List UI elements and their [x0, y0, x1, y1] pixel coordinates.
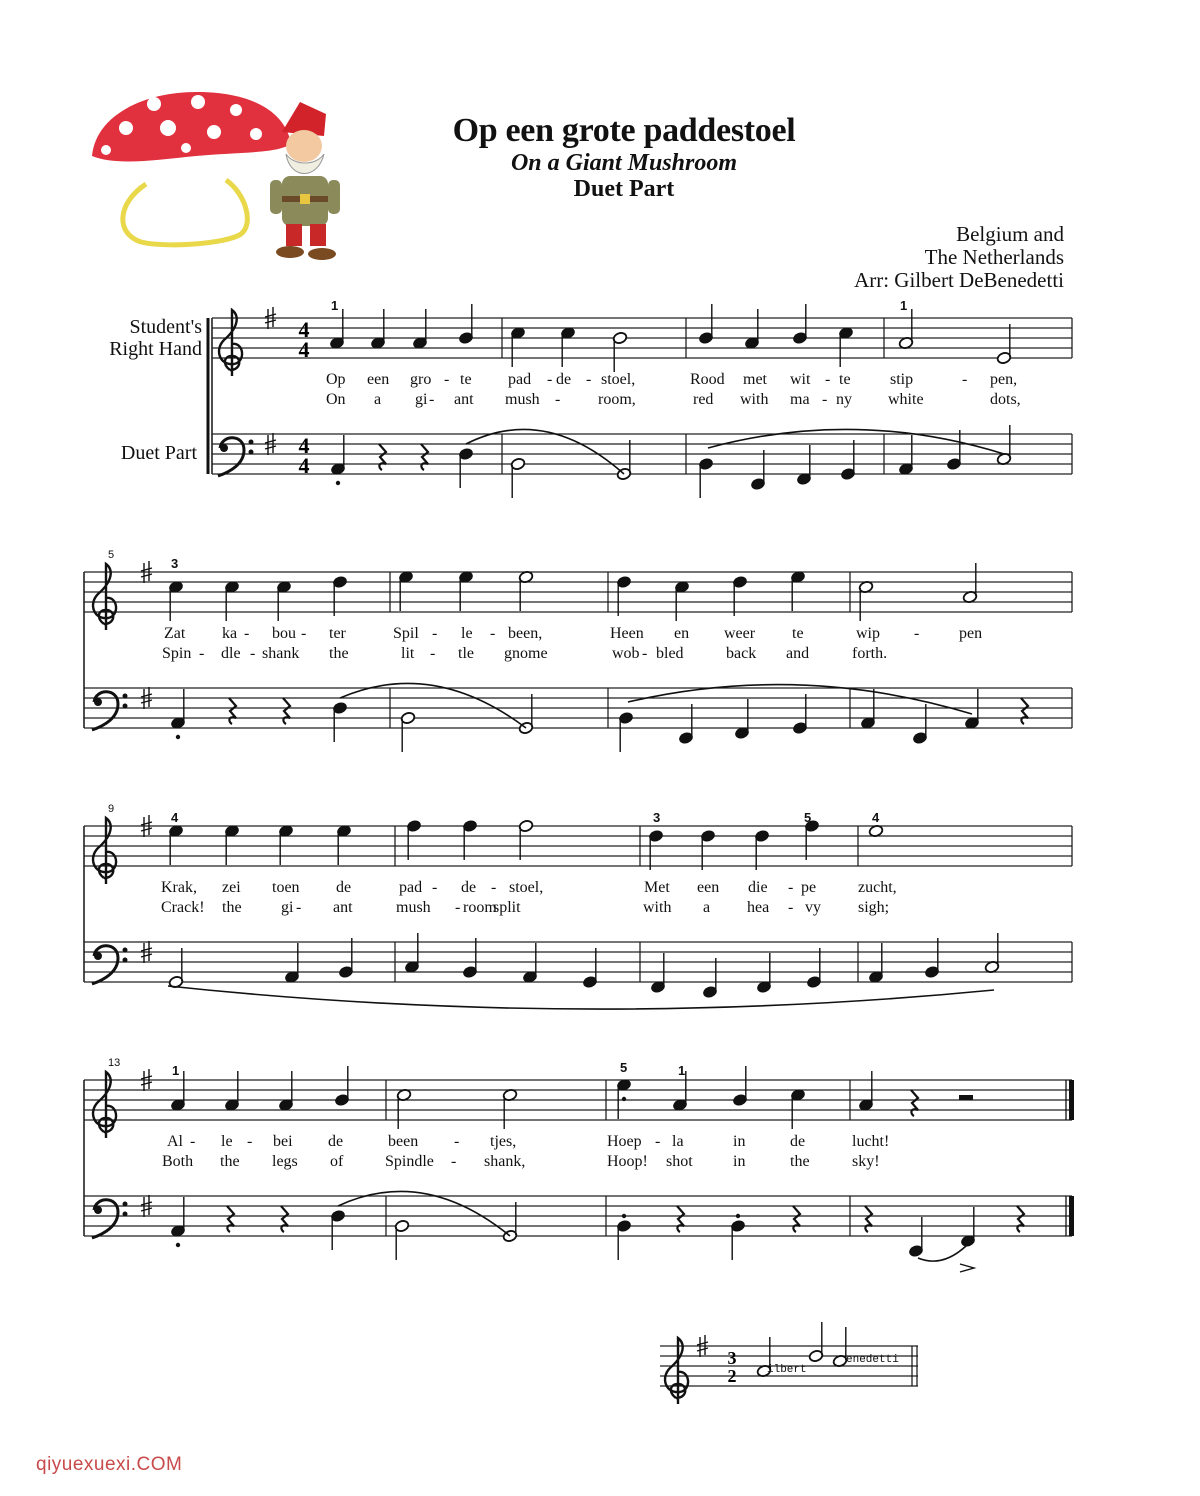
lyric-syllable: vy: [805, 899, 821, 916]
signature-time-top: 3: [727, 1348, 737, 1368]
lyric-syllable: the: [790, 1153, 810, 1170]
lyric-syllable: te: [792, 625, 804, 642]
lyric-syllable: been: [388, 1133, 419, 1150]
lyric-syllable: ka: [222, 625, 238, 642]
staccato-dot: [622, 1097, 626, 1101]
signature-word-2: enedetti: [846, 1354, 899, 1366]
fingering: 5: [620, 1060, 628, 1075]
lyric-syllable: in: [733, 1153, 746, 1170]
lyric-syllable: -: [429, 391, 435, 408]
lyric-syllable: -: [586, 371, 592, 388]
treble-clef: [219, 310, 242, 376]
lyric-syllable: in: [733, 1133, 746, 1150]
lyric-syllable: the: [329, 645, 349, 662]
lyric-syllable: wit: [790, 371, 811, 388]
lyric-syllable: Krak,: [161, 879, 197, 896]
lyric-syllable: toen: [272, 879, 300, 896]
lyric-syllable: Op: [326, 371, 346, 388]
lyric-syllable: shank: [262, 645, 300, 662]
lyric-syllable: bei: [273, 1133, 293, 1150]
slur: [628, 685, 972, 714]
lyric-syllable: Met: [644, 879, 670, 896]
half-rest: [959, 1095, 973, 1100]
lyric-syllable: forth.: [852, 645, 888, 662]
lyric-syllable: ma: [790, 391, 810, 408]
lyric-syllable: een: [697, 879, 720, 896]
lyric-syllable: Crack!: [161, 899, 205, 916]
lyric-syllable: with: [740, 391, 769, 408]
time-signature-top: 4: [298, 317, 310, 342]
slur: [338, 1191, 510, 1236]
lyric-syllable: with: [643, 899, 672, 916]
lyric-syllable: de: [790, 1133, 806, 1150]
lyric-syllable: Heen: [610, 625, 644, 642]
lyric-syllable: pen,: [990, 371, 1018, 388]
staccato-dot: [176, 1243, 180, 1247]
lyric-syllable: Hoop!: [607, 1153, 648, 1170]
song-title: Op een grote paddestoel: [452, 112, 796, 149]
bass-clef-dot: [123, 948, 128, 953]
quarter-rest: [283, 698, 290, 724]
fingering: 3: [171, 556, 179, 571]
bass-clef-dot: [123, 694, 128, 699]
quarter-rest: [911, 1090, 918, 1116]
staccato-dot: [336, 481, 340, 485]
lyric-syllable: wip: [856, 625, 880, 642]
bass-clef-dot: [94, 698, 102, 706]
lyric-syllable: -: [491, 879, 497, 896]
treble-clef: [665, 1338, 688, 1404]
lyric-syllable: shank,: [484, 1153, 526, 1170]
quarter-rest: [421, 444, 428, 470]
quarter-rest: [227, 1206, 234, 1232]
lyric-syllable: -: [432, 879, 438, 896]
lyric-syllable: hea: [747, 899, 770, 916]
lyric-syllable: -: [490, 625, 496, 642]
lyric-syllable: -: [555, 391, 561, 408]
quarter-rest: [677, 1206, 684, 1232]
lyric-syllable: room,: [598, 391, 636, 408]
lyric-syllable: -: [642, 645, 648, 662]
lyric-syllable: -: [244, 625, 250, 642]
fingering: 1: [678, 1063, 686, 1078]
lyric-syllable: -: [296, 899, 302, 916]
quarter-rest: [229, 698, 236, 724]
lyric-syllable: Al: [167, 1133, 183, 1150]
accent-mark: [960, 1264, 974, 1272]
treble-clef: [93, 1072, 116, 1138]
bass-clef-dot: [249, 450, 254, 455]
lyric-syllable: dle: [221, 645, 241, 662]
staff-label-student-line1: Student's: [129, 316, 202, 338]
lyric-syllable: ant: [333, 899, 353, 916]
measure-number: 9: [108, 803, 115, 815]
lyric-syllable: -: [455, 899, 461, 916]
signature-time-bottom: 2: [727, 1366, 737, 1386]
lyric-syllable: split: [493, 899, 521, 916]
lyric-syllable: -: [962, 371, 968, 388]
lyric-syllable: -: [788, 899, 794, 916]
lyric-syllable: pad: [508, 371, 532, 388]
lyric-syllable: -: [451, 1153, 457, 1170]
measure-number: 13: [108, 1057, 121, 1069]
fingering: 1: [331, 298, 339, 313]
lyric-syllable: -: [454, 1133, 460, 1150]
lyric-syllable: stoel,: [509, 879, 544, 896]
lyric-syllable: sigh;: [858, 899, 890, 916]
lyric-syllable: de: [461, 879, 477, 896]
arranger-credit: Arr: Gilbert DeBenedetti: [854, 268, 1064, 292]
lyric-syllable: -: [914, 625, 920, 642]
lyric-syllable: lucht!: [852, 1133, 890, 1150]
fingering: 1: [172, 1063, 180, 1078]
lyric-syllable: the: [220, 1153, 240, 1170]
staccato-dot: [622, 1214, 626, 1218]
lyric-syllable: mush: [396, 899, 431, 916]
staccato-dot: [176, 735, 180, 739]
lyric-syllable: -: [825, 371, 831, 388]
lyric-syllable: sky!: [852, 1153, 880, 1170]
lyric-syllable: te: [839, 371, 851, 388]
lyric-syllable: en: [674, 625, 690, 642]
lyric-syllable: die: [748, 879, 768, 896]
lyric-syllable: a: [374, 391, 382, 408]
measure-number: 5: [108, 549, 115, 561]
time-signature-bottom: 4: [298, 453, 310, 478]
lyric-syllable: stip: [890, 371, 914, 388]
slur: [168, 986, 994, 1009]
lyric-syllable: gnome: [504, 645, 548, 662]
lyric-syllable: legs: [272, 1153, 298, 1170]
lyric-syllable: ant: [454, 391, 474, 408]
lyric-syllable: -: [199, 645, 205, 662]
lyric-syllable: -: [190, 1133, 196, 1150]
treble-clef: [93, 564, 116, 630]
fingering: 1: [900, 298, 908, 313]
bass-clef-dot: [123, 1202, 128, 1207]
lyric-syllable: tjes,: [490, 1133, 517, 1150]
lyric-syllable: On: [326, 391, 346, 408]
lyric-syllable: ter: [329, 625, 346, 642]
part-name: Duet Part: [573, 176, 675, 202]
quarter-rest: [379, 444, 386, 470]
signature-word-1: ilbert: [767, 1364, 807, 1376]
quarter-rest: [865, 1206, 872, 1232]
quarter-rest: [793, 1206, 800, 1232]
lyric-syllable: been,: [508, 625, 543, 642]
lyric-syllable: -: [788, 879, 794, 896]
origin-line-2: The Netherlands: [924, 245, 1064, 269]
lyric-syllable: Both: [162, 1153, 194, 1170]
lyric-syllable: de: [556, 371, 572, 388]
lyric-syllable: bled: [656, 645, 684, 662]
lyric-syllable: la: [672, 1133, 684, 1150]
quarter-rest: [281, 1206, 288, 1232]
lyric-syllable: shot: [666, 1153, 693, 1170]
lyric-syllable: pe: [801, 879, 817, 896]
lyric-syllable: -: [822, 391, 828, 408]
final-barline-thick: [1069, 1080, 1074, 1120]
lyric-syllable: the: [222, 899, 242, 916]
bass-clef-dot: [249, 440, 254, 445]
time-signature-bottom: 4: [298, 337, 310, 362]
lyric-syllable: white: [888, 391, 924, 408]
lyric-syllable: met: [743, 371, 767, 388]
lyric-syllable: of: [330, 1153, 344, 1170]
lyric-syllable: -: [655, 1133, 661, 1150]
lyric-syllable: Hoep: [607, 1133, 642, 1150]
bass-clef-dot: [123, 1212, 128, 1217]
lyric-syllable: -: [432, 625, 438, 642]
lyric-syllable: -: [547, 371, 553, 388]
bass-clef-dot: [94, 1206, 102, 1214]
slur: [340, 683, 526, 728]
lyric-syllable: Spin: [162, 645, 192, 662]
lyric-syllable: and: [786, 645, 810, 662]
lyric-syllable: weer: [724, 625, 756, 642]
bass-clef-dot: [94, 952, 102, 960]
lyric-syllable: -: [250, 645, 256, 662]
lyric-syllable: de: [336, 879, 352, 896]
final-barline-thick: [1069, 1196, 1074, 1236]
lyric-syllable: zei: [222, 879, 241, 896]
lyric-syllable: tle: [458, 645, 474, 662]
lyric-syllable: Zat: [164, 625, 186, 642]
lyric-syllable: pen: [959, 625, 983, 642]
origin-line-1: Belgium and: [956, 222, 1064, 246]
fingering: 5: [804, 810, 812, 825]
lyric-syllable: le: [221, 1133, 233, 1150]
lyric-syllable: gi: [281, 899, 294, 916]
lyric-syllable: -: [444, 371, 450, 388]
lyric-syllable: ny: [836, 391, 852, 408]
lyric-syllable: zucht,: [858, 879, 897, 896]
lyric-syllable: Spindle: [385, 1153, 434, 1170]
lyric-syllable: mush: [505, 391, 540, 408]
lyric-syllable: gro: [410, 371, 432, 388]
lyric-syllable: le: [461, 625, 473, 642]
lyric-syllable: -: [301, 625, 307, 642]
lyric-syllable: room: [463, 899, 497, 916]
quarter-rest: [1021, 698, 1028, 724]
song-subtitle: On a Giant Mushroom: [510, 150, 738, 176]
lyric-syllable: stoel,: [601, 371, 636, 388]
lyric-syllable: back: [726, 645, 757, 662]
lyric-syllable: lit: [401, 645, 415, 662]
fingering: 3: [653, 810, 661, 825]
staff-label-duet: Duet Part: [120, 442, 197, 464]
bass-clef-dot: [123, 958, 128, 963]
lyric-syllable: pad: [399, 879, 423, 896]
time-signature-top: 4: [298, 433, 310, 458]
lyric-syllable: gi: [415, 391, 428, 408]
lyric-syllable: een: [367, 371, 390, 388]
quarter-rest: [1017, 1206, 1024, 1232]
watermark: qiyuexuexi.COM: [36, 1454, 183, 1475]
lyric-syllable: bou: [272, 625, 296, 642]
bass-clef-dot: [220, 444, 228, 452]
lyric-syllable: -: [247, 1133, 253, 1150]
lyric-syllable: te: [460, 371, 472, 388]
lyric-syllable: dots,: [990, 391, 1021, 408]
fingering: 4: [171, 810, 179, 825]
lyric-syllable: a: [703, 899, 711, 916]
lyric-syllable: red: [693, 391, 714, 408]
bass-clef-dot: [123, 704, 128, 709]
lyric-syllable: Rood: [690, 371, 725, 388]
lyric-syllable: de: [328, 1133, 344, 1150]
lyric-syllable: wob: [612, 645, 640, 662]
slur: [918, 1246, 966, 1261]
staccato-dot: [736, 1214, 740, 1218]
lyric-syllable: Spil: [393, 625, 419, 642]
lyric-syllable: -: [430, 645, 436, 662]
fingering: 4: [872, 810, 880, 825]
staff-label-student-line2: Right Hand: [109, 338, 202, 360]
slur: [466, 429, 624, 474]
treble-clef: [93, 818, 116, 884]
